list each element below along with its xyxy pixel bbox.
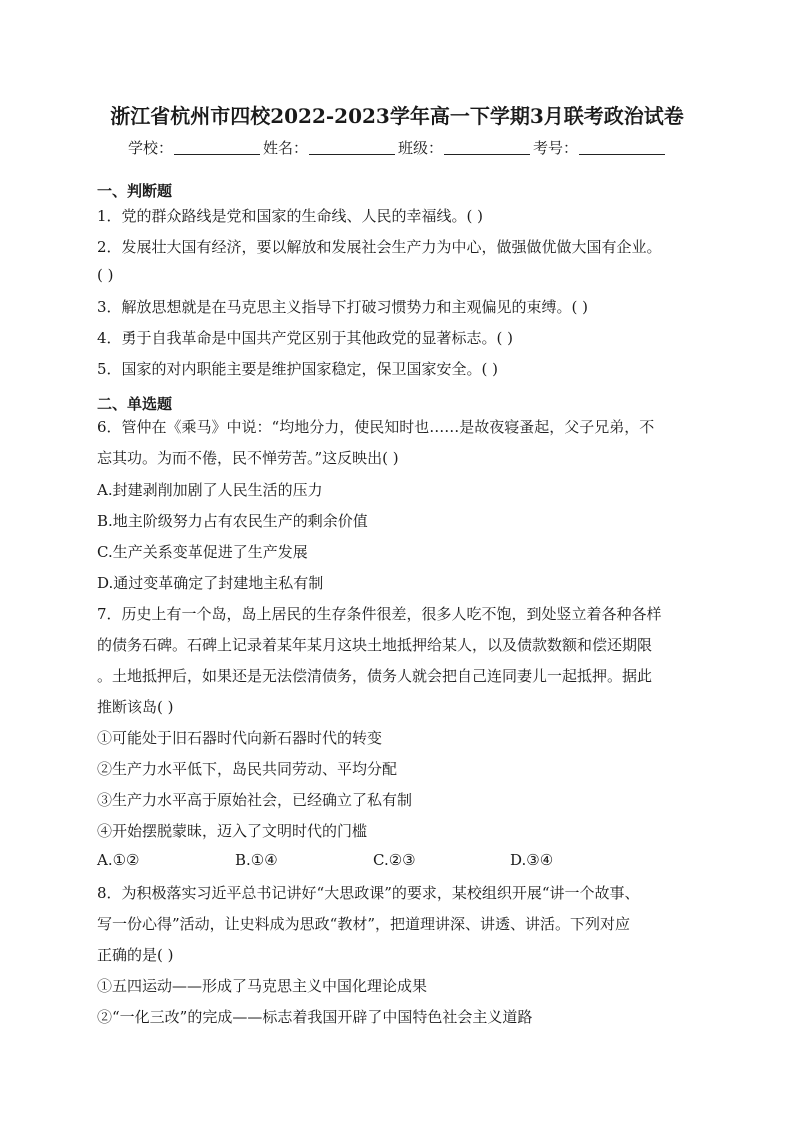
q6-stem-line: 6．管仲在《乘马》中说：“均地分力，使民知时也……是故夜寝蚤起，父子兄弟，不: [97, 418, 655, 436]
q7-stem-line: 7．历史上有一个岛，岛上居民的生存条件很差，很多人吃不饱，到处竖立着各种各样: [97, 605, 662, 623]
exam-no-label: 考号：: [533, 139, 579, 157]
class-label: 班级：: [398, 139, 444, 157]
section-judge-heading: 一、判断题: [97, 182, 173, 200]
exam-no-blank[interactable]: [579, 140, 665, 155]
q7-choice-b: B.①④: [235, 851, 278, 869]
q7-item: ④开始摆脱蒙昧，迈入了文明时代的门槛: [97, 822, 368, 840]
q6-stem-line: 忘其功。为而不倦，民不惮劳苦。”这反映出( ): [97, 449, 399, 467]
judge-line: ( ): [97, 266, 114, 284]
q8-stem-line: 正确的是( ): [97, 946, 174, 964]
q8-item: ②“一化三改”的完成——标志着我国开辟了中国特色社会主义道路: [97, 1008, 533, 1026]
name-label: 姓名：: [262, 139, 308, 157]
q8-stem-line: 写一份心得”活动，让史料成为思政“教材”，把道理讲深、讲透、讲活。下列对应: [97, 915, 631, 933]
school-blank[interactable]: [174, 140, 260, 155]
judge-line: 2．发展壮大国有经济，要以解放和发展社会生产力为中心，做强做优做大国有企业。: [97, 238, 662, 256]
q8-stem-line: 8．为积极落实习近平总书记讲好“大思政课”的要求，某校组织开展“讲一个故事、: [97, 884, 640, 902]
q7-choice-c: C.②③: [373, 851, 416, 869]
page-title: 浙江省杭州市四校2022-2023学年高一下学期3月联考政治试卷: [110, 104, 684, 128]
q7-item: ②生产力水平低下，岛民共同劳动、平均分配: [97, 760, 398, 778]
q7-choice-a: A.①②: [97, 851, 140, 869]
judge-line: 4．勇于自我革命是中国共产党区别于其他政党的显著标志。( ): [97, 329, 514, 347]
judge-line: 3．解放思想就是在马克思主义指导下打破习惯势力和主观偏见的束缚。( ): [97, 298, 589, 316]
q6-option: A.封建剥削加剧了人民生活的压力: [97, 481, 323, 499]
q7-choice-d: D.③④: [510, 851, 554, 869]
q7-stem-line: 。土地抵押后，如果还是无法偿清债务，债务人就会把自己连同妻儿一起抵押。据此: [97, 667, 653, 685]
judge-line: 5．国家的对内职能主要是维护国家稳定，保卫国家安全。( ): [97, 360, 499, 378]
q8-item: ①五四运动——形成了马克思主义中国化理论成果: [97, 977, 428, 995]
name-blank[interactable]: [309, 140, 395, 155]
q6-option: C.生产关系变革促进了生产发展: [97, 543, 308, 561]
q6-option: D.通过变革确定了封建地主私有制: [97, 574, 324, 592]
student-info-line: [0, 137, 794, 158]
q7-item: ①可能处于旧石器时代向新石器时代的转变: [97, 729, 383, 747]
class-blank[interactable]: [444, 140, 530, 155]
q7-stem-line: 推断该岛( ): [97, 698, 174, 716]
school-label: 学校：: [127, 139, 173, 157]
q6-option: B.地主阶级努力占有农民生产的剩余价值: [97, 512, 368, 530]
section-single-heading: 二、单选题: [97, 395, 173, 413]
q7-item: ③生产力水平高于原始社会，已经确立了私有制: [97, 791, 413, 809]
q7-stem-line: 的债务石碑。石碑上记录着某年某月这块土地抵押给某人，以及债款数额和偿还期限: [97, 636, 653, 654]
judge-line: 1．党的群众路线是党和国家的生命线、人民的幸福线。( ): [97, 207, 484, 225]
